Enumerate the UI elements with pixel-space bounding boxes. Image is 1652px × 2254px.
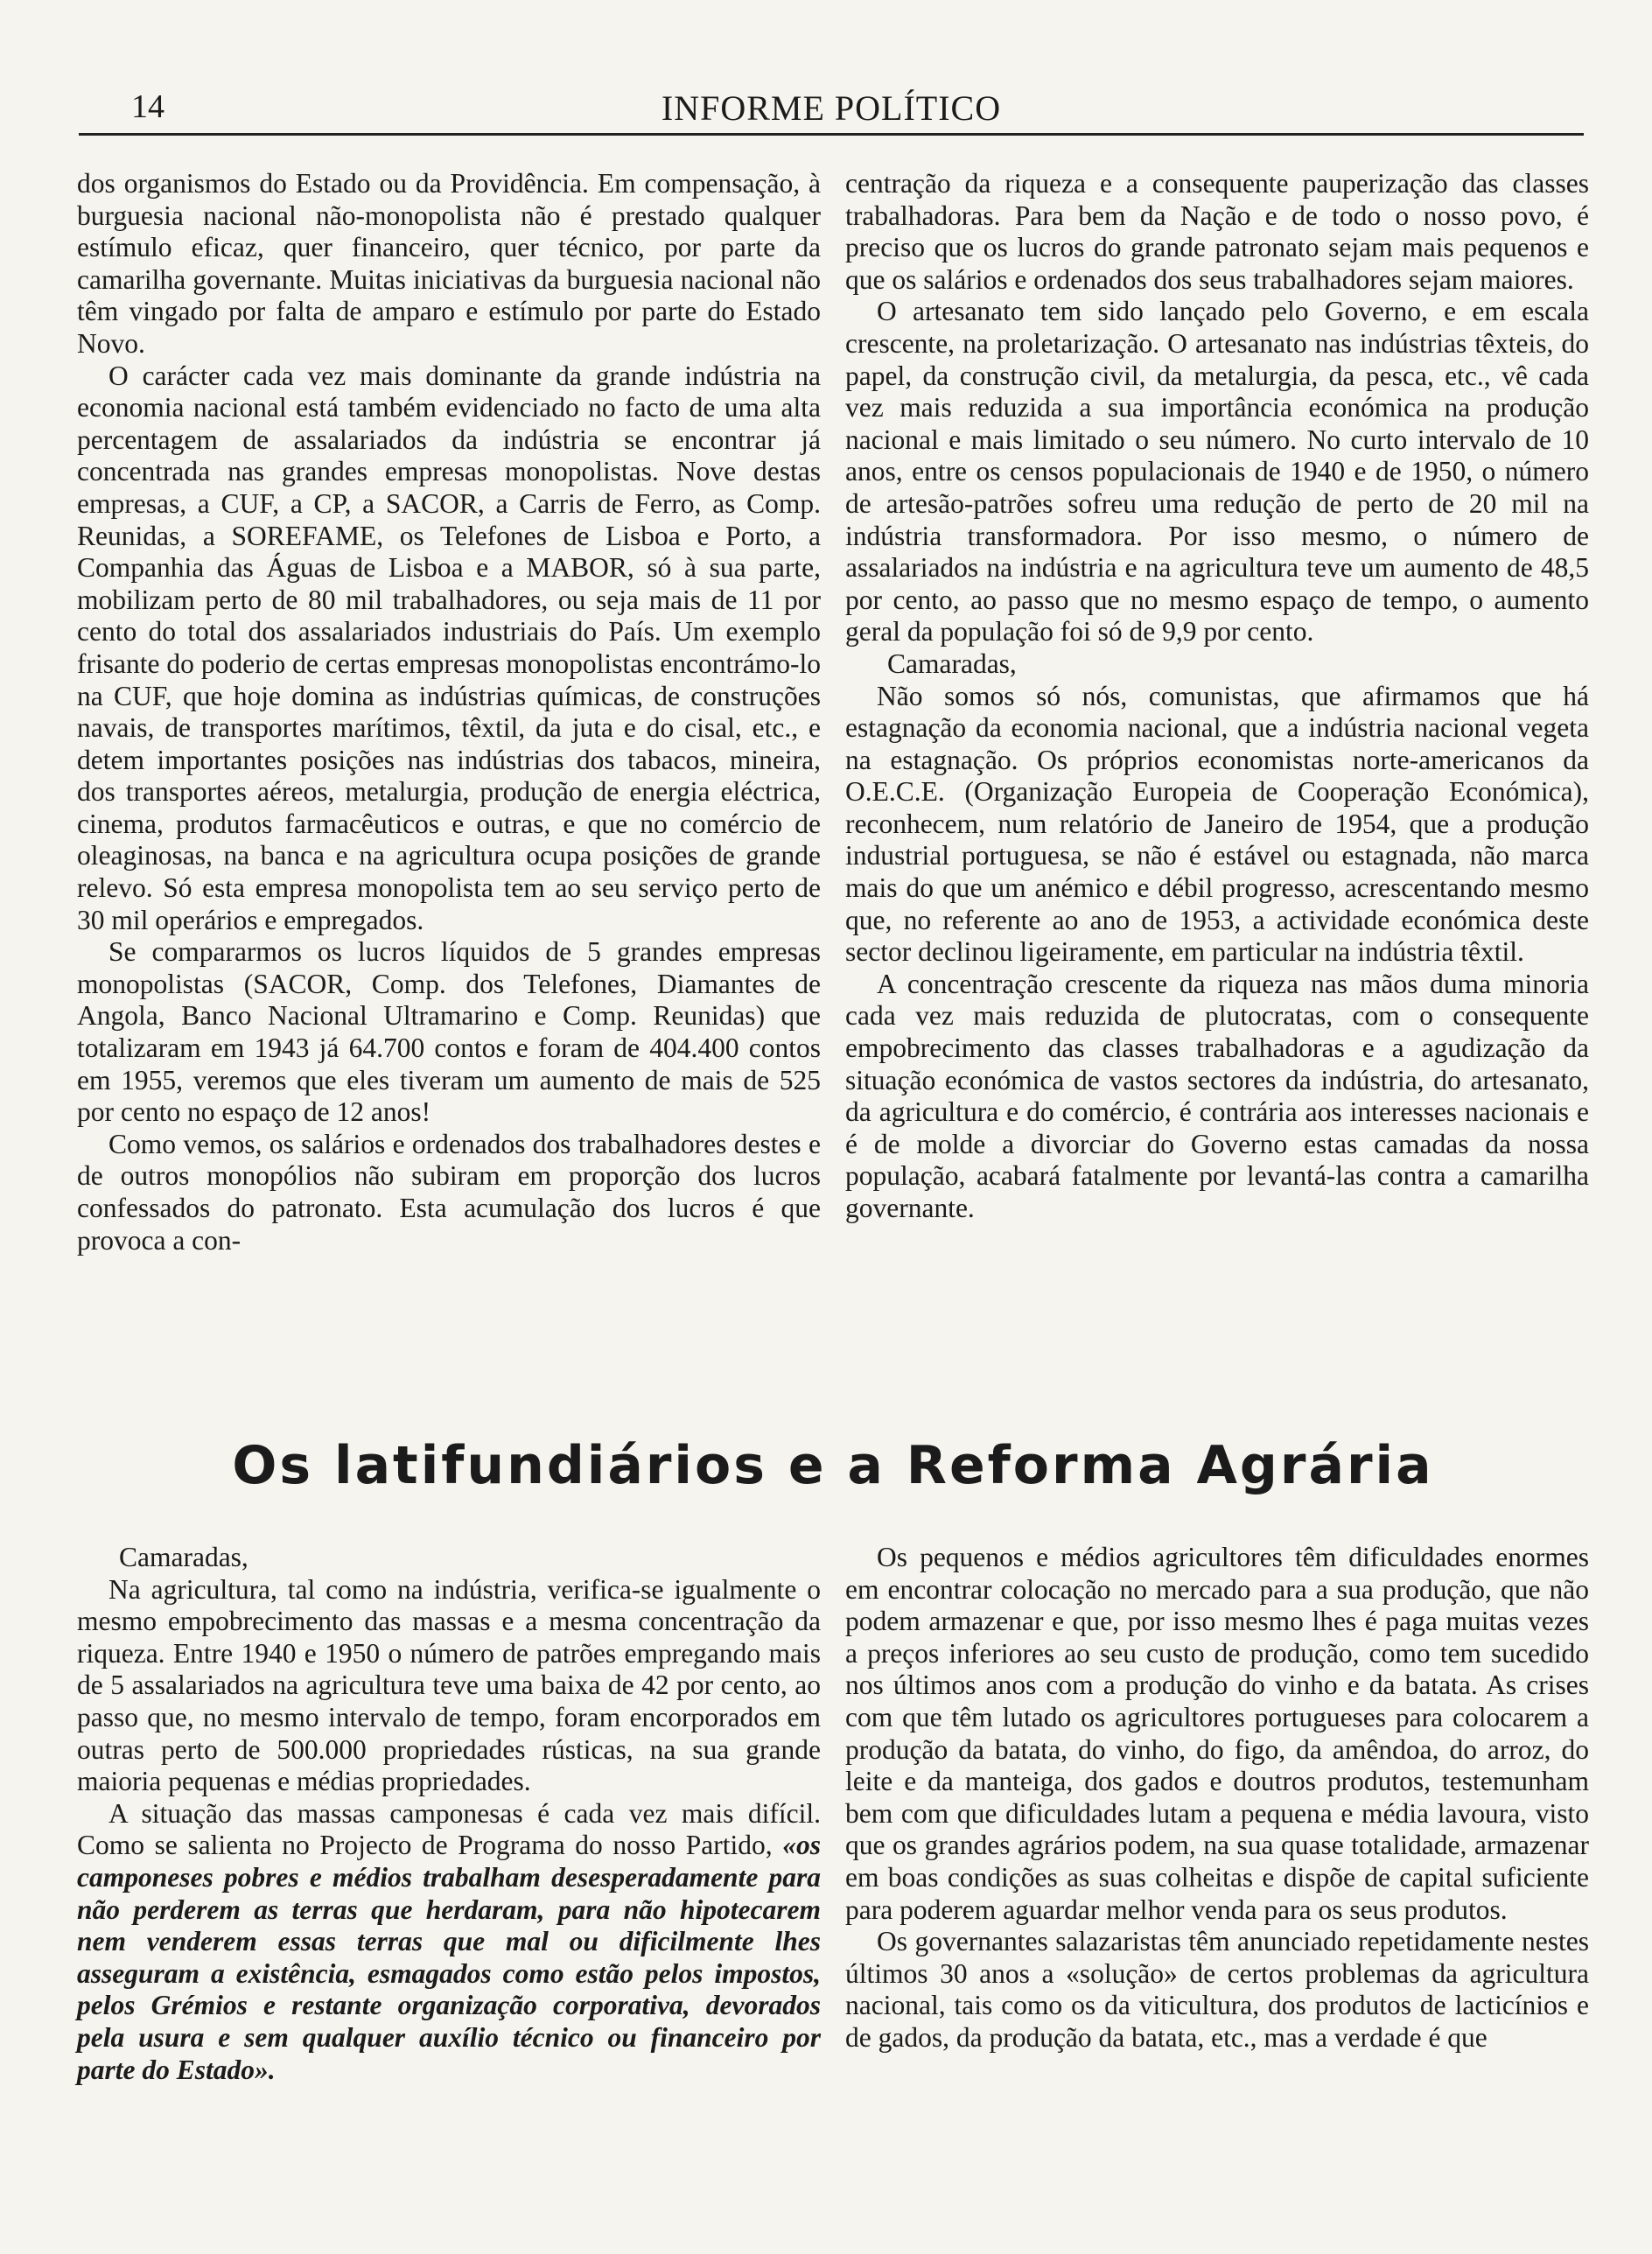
paragraph: dos organismos do Estado ou da Providência. Em compensação, à burguesia nacional não-monopolista não é prestado qualquer estímulo eficaz, quer financeiro, quer técnico, por parte da camarilha governante. Muitas iniciativas da burguesia nacional não têm vingado por falta de amparo e estímulo por parte do Estado Novo.: [77, 168, 821, 359]
column-bottom-right: [845, 1542, 1589, 2054]
section-heading: Os latifundiários e a Reforma Agrária: [232, 1435, 1434, 1496]
programme-quote: «os camponeses pobres e médios trabalham desesperadamente para não perderem as terras que herdaram, para não hipotecarem nem venderem essas terras que mal ou dificilmente lhes asseguram a existência, esmagados como estão pelos impostos, pelos Grémios e restante organização corporativa, devorados pela usura e sem qualquer auxílio técnico ou financeiro por parte do Estado».: [77, 1830, 821, 2085]
paragraph: O carácter cada vez mais dominante da grande indústria na economia nacional está também evidenciado no facto de uma alta percentagem de assalariados da indústria se encontrar já concentrada nas grandes empresas monopolistas. Nove destas empresas, a CUF, a CP, a SACOR, a Carris de Ferro, as Comp. Reunidas, a SOREFAME, os Telefones de Lisboa e Porto, a Companhia das Águas de Lisboa e a MABOR, só à sua parte, mobilizam perto de 80 mil trabalhadores, ou seja mais de 11 por cento do total dos assalariados industriais do País. Um exemplo frisante do poderio de certas empresas monopolistas encontrámo-lo na CUF, que hoje domina as indústrias químicas, de construções navais, de transportes marítimos, têxtil, da juta e do cisal, etc., e detem importantes posições nas indústrias dos tabacos, mineira, dos transportes aéreos, metalurgia, produção de energia eléctrica, cinema, produtos farmacêuticos e outras, e que no comércio de oleaginosas, na banca e na agricultura ocupa posições de grande relevo. Só esta empresa monopolista tem ao seu serviço perto de 30 mil operários e empregados.: [77, 360, 821, 935]
page-number: 14: [131, 88, 164, 125]
paragraph: Na agricultura, tal como na indústria, verifica-se igualmente o mesmo empobrecimento das massas e a mesma concentração da riqueza. Entre 1940 e 1950 o número de patrões empregando mais de 5 assalariados na agricultura teve uma baixa de 42 por cento, ao passo que, no mesmo intervalo de tempo, foram encorporados em outras perto de 500.000 propriedades rústicas, na sua grande maioria pequenas e médias propriedades.: [77, 1573, 821, 1797]
paragraph: centração da riqueza e a consequente pauperização das classes trabalhadoras. Para bem da Nação e de todo o nosso povo, é preciso que os lucros do grande patronato sejam mais pequenos e que os salários e ordenados dos seus trabalhadores sejam maiores.: [845, 168, 1589, 295]
column-top-left: [77, 168, 821, 1256]
paragraph: Como vemos, os salários e ordenados dos trabalhadores destes e de outros monopólios não subiram em proporção dos lucros confessados do patronato. Esta acumulação dos lucros é que provoca a con-: [77, 1128, 821, 1256]
header-rule: [79, 133, 1584, 136]
paragraph: O artesanato tem sido lançado pelo Governo, e em escala crescente, na proletarização. O artesanato nas indústrias têxteis, do papel, da construção civil, da metalurgia, da pesca, etc., vê cada vez mais reduzida a sua importância económica na produção nacional e mais limitado o seu número. No curto intervalo de 10 anos, entre os censos populacionais de 1940 e de 1950, o número de artesão-patrões sofreu uma redução de perto de 20 mil na indústria transformadora. Por isso mesmo, o número de assalariados na indústria e na agricultura teve um aumento de 48,5 por cento, ao passo que no mesmo espaço de tempo, o aumento geral da população foi só de 9,9 por cento.: [845, 296, 1589, 648]
paragraph: Os pequenos e médios agricultores têm dificuldades enormes em encontrar colocação no mercado para a sua produção, que não podem armazenar e que, por isso mesmo lhes é paga muitas vezes a preços inferiores ao seu custo de produção, como tem sucedido nos últimos anos com a produção do vinho e da batata. As crises com que têm lutado os agricultores portugueses para colocarem a produção da batata, do vinho, do figo, da amêndoa, do arroz, do leite e da manteiga, dos gados e doutros produtos, testemunham bem com que dificuldades lutam a pequena e média lavoura, visto que os grandes agrários podem, na sua quase totalidade, armazenar em boas condições as suas colheitas e dispõe de capital suficiente para poderem aguardar melhor venda para os seus produtos.: [845, 1542, 1589, 1925]
paragraph-salutation: Camaradas,: [119, 1542, 248, 1572]
page-header: [79, 88, 1584, 140]
paragraph: Se compararmos os lucros líquidos de 5 grandes empresas monopolistas (SACOR, Comp. dos Telefones, Diamantes de Angola, Banco Nacional Ultramarino e Comp. Reunidas) que totalizaram em 1943 já 64.700 contos e foram de 404.400 contos em 1955, veremos que eles tiveram um aumento de mais de 525 por cento no espaço de 12 anos!: [77, 936, 821, 1128]
paragraph: [77, 1798, 821, 2086]
column-bottom-left: [77, 1542, 821, 2086]
running-title: INFORME POLÍTICO: [661, 88, 1002, 128]
paragraph: A concentração crescente da riqueza nas mãos duma minoria cada vez mais reduzida de plutocratas, com o consequente empobrecimento das classes trabalhadoras e a agudização da situação económica de vastos sectores da indústria, do artesanato, da agricultura e do comércio, é contrária aos interesses nacionais e é de molde a divorciar do Governo estas camadas da nossa população, acabará fatalmente por levantá-las contra a camarilha governante.: [845, 968, 1589, 1223]
paragraph: Não somos só nós, comunistas, que afirmamos que há estagnação da economia nacional, que a indústria nacional vegeta na estagnação. Os próprios economistas norte-americanos da O.E.C.E. (Organização Europeia de Cooperação Económica), reconhecem, num relatório de Janeiro de 1954, que a produção industrial portuguesa, se não é estável ou estagnada, não marca mais do que um anémico e débil progresso, acrescentando mesmo que, no referente ao ano de 1953, a actividade económica deste sector declinou ligeiramente, em particular na indústria têxtil.: [845, 680, 1589, 968]
paragraph-intro: A situação das massas camponesas é cada vez mais difícil. Como se salienta no Projecto de Programa do nosso Partido,: [77, 1797, 821, 1861]
paragraph-salutation: Camaradas,: [887, 648, 1017, 679]
paragraph: Os governantes salazaristas têm anunciado repetidamente nestes últimos 30 anos a «solução» de certos problemas da agricultura nacional, tais como os da viticultura, dos produtos de lacticínios e de gados, da produção da batata, etc., mas a verdade é que: [845, 1926, 1589, 2053]
column-top-right: [845, 168, 1589, 1225]
